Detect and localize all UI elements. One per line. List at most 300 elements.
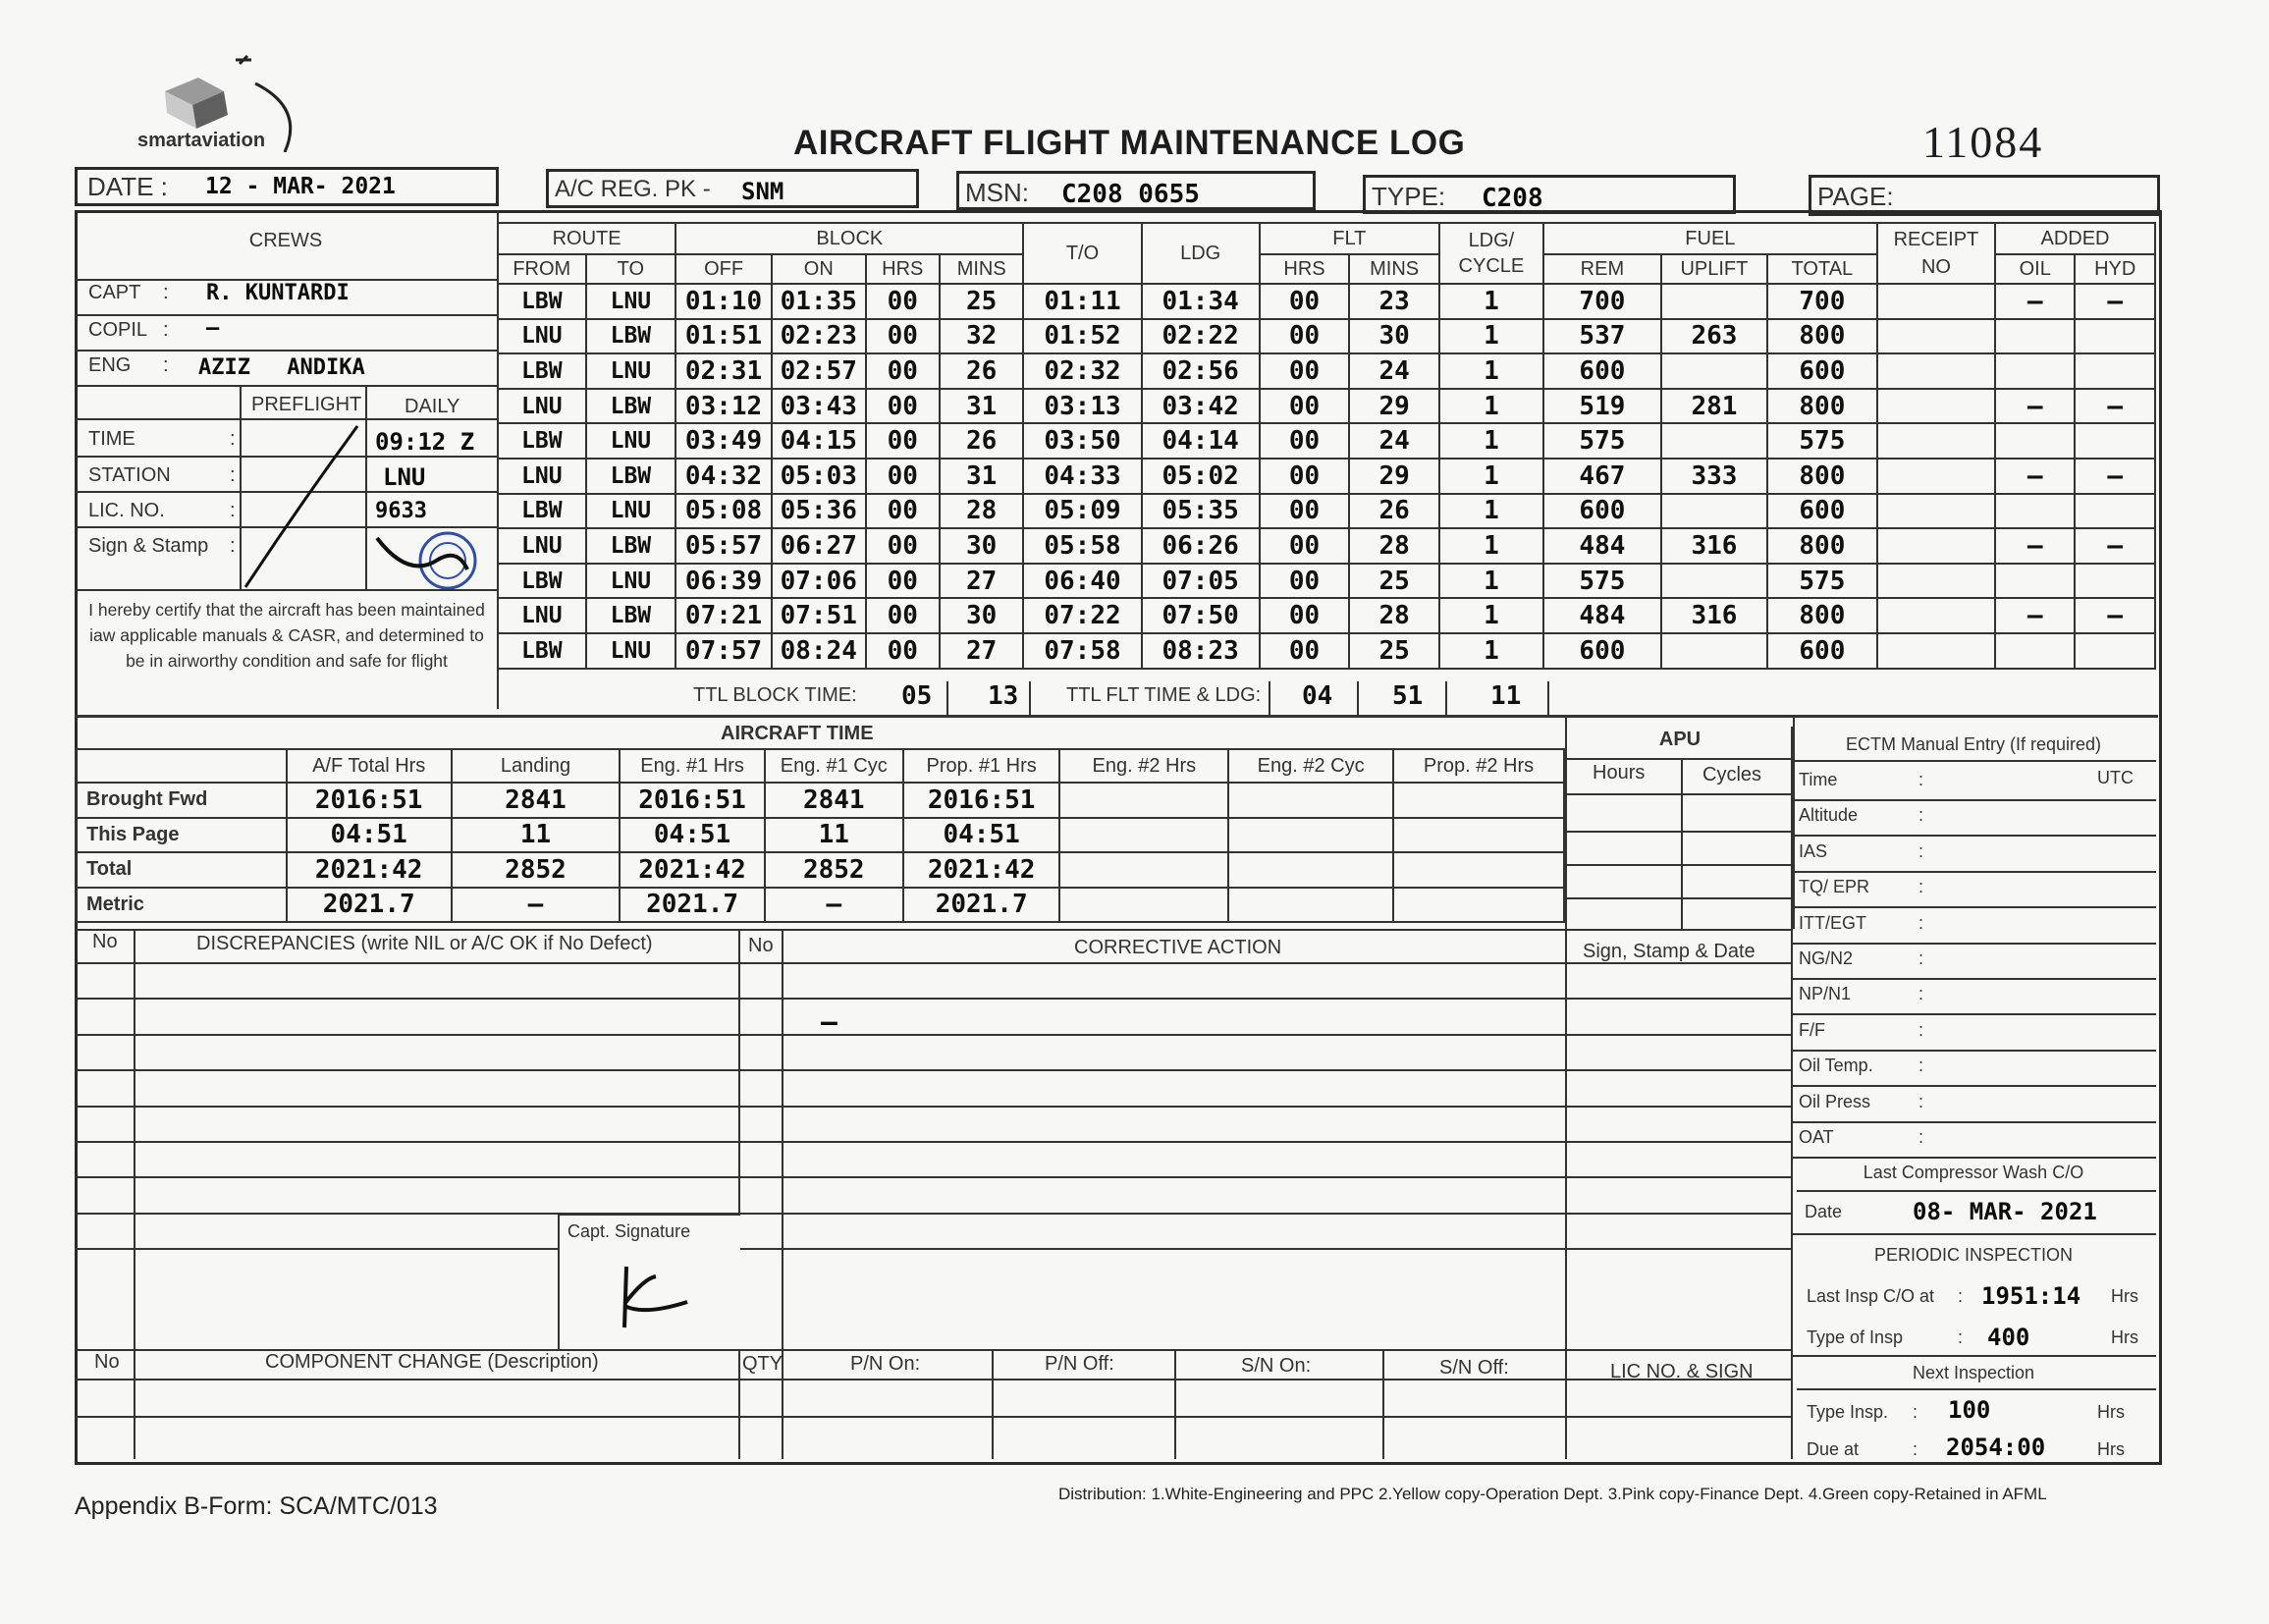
flight-row: [498, 564, 2155, 599]
flt-header: FLT: [1260, 223, 1439, 254]
flight-fhrs-cell[interactable]: 00: [1260, 353, 1350, 389]
flight-fmins-cell[interactable]: 30: [1349, 319, 1439, 354]
ectm-field-rule: [1791, 943, 2156, 945]
ectm-field-colon: :: [1918, 912, 1924, 933]
flight-uplift-cell[interactable]: [1661, 353, 1767, 389]
ectm-field-colon: :: [1918, 1056, 1924, 1076]
date-box[interactable]: [75, 167, 499, 206]
inspector-stamp-icon: [369, 530, 491, 591]
flight-takeoff-cell[interactable]: 05:09: [1023, 494, 1141, 529]
aircraft-time-cell[interactable]: [1228, 783, 1393, 818]
flight-on-cell[interactable]: 02:57: [772, 353, 866, 389]
flight-cycle-cell[interactable]: 1: [1439, 353, 1543, 389]
flight-off-cell[interactable]: 05:08: [675, 494, 772, 529]
last-insp-value[interactable]: 1951:14: [1981, 1282, 2081, 1310]
station-label: STATION: [88, 464, 171, 486]
flight-fhrs-cell[interactable]: 00: [1260, 459, 1350, 494]
flight-row: [498, 284, 2155, 319]
disc-rule: [75, 962, 1791, 964]
disc-rule: [75, 1213, 1791, 1215]
flight-mins-cell[interactable]: 31: [940, 459, 1024, 494]
flight-to-cell[interactable]: LBW: [586, 319, 676, 354]
flight-oil-cell[interactable]: –: [1995, 284, 2075, 319]
flight-from-cell[interactable]: LNU: [498, 389, 586, 424]
capt-signature-label: Capt. Signature: [567, 1221, 691, 1241]
aircraft-time-row-label: Metric: [76, 888, 287, 923]
flight-off-cell[interactable]: 01:51: [675, 319, 772, 354]
copil-value[interactable]: —: [206, 316, 220, 341]
form-title: AIRCRAFT FLIGHT MAINTENANCE LOG: [793, 124, 1466, 162]
flight-mins-cell[interactable]: 32: [940, 319, 1024, 354]
flight-fmins-cell[interactable]: 25: [1349, 564, 1439, 599]
next-insp-title: Next Inspection: [1912, 1363, 2035, 1382]
flight-receipt-cell[interactable]: [1877, 353, 1995, 389]
flight-to-cell[interactable]: LNU: [586, 494, 676, 529]
flight-fmins-cell[interactable]: 24: [1349, 423, 1439, 459]
ttl-flt-hrs[interactable]: 04: [1302, 681, 1333, 711]
flight-total-cell[interactable]: 600: [1767, 633, 1877, 669]
flight-from-cell[interactable]: LBW: [498, 633, 586, 669]
flight-hrs-cell[interactable]: 00: [866, 564, 940, 599]
corrective-dash[interactable]: —: [821, 1005, 837, 1038]
flight-hyd-cell[interactable]: [2075, 494, 2155, 529]
flight-cycle-cell[interactable]: 1: [1439, 598, 1543, 633]
flight-oil-cell[interactable]: [1995, 564, 2075, 599]
flight-on-cell[interactable]: 03:43: [772, 389, 866, 424]
flight-rem-cell[interactable]: 484: [1543, 528, 1661, 564]
flight-receipt-cell[interactable]: [1877, 423, 1995, 459]
flight-from-cell[interactable]: LBW: [498, 564, 586, 599]
flight-to-cell[interactable]: LBW: [586, 389, 676, 424]
aircraft-time-cell[interactable]: 04:51: [287, 818, 452, 853]
flight-to-cell[interactable]: LBW: [586, 528, 676, 564]
flight-fmins-cell[interactable]: 25: [1349, 633, 1439, 669]
flight-ldg-cell[interactable]: 03:42: [1142, 389, 1260, 424]
aircraft-time-cell[interactable]: 2021:42: [903, 852, 1060, 888]
flight-oil-cell[interactable]: [1995, 319, 2075, 354]
aircraft-time-cell[interactable]: 2852: [452, 852, 621, 888]
date-label: DATE :: [87, 172, 168, 201]
aircraft-time-cell[interactable]: 11: [765, 818, 903, 853]
time-label: TIME: [88, 428, 135, 450]
disc-rule: [75, 1141, 1791, 1143]
flight-from-cell[interactable]: LNU: [498, 528, 586, 564]
flight-fmins-cell[interactable]: 23: [1349, 284, 1439, 319]
flight-hrs-cell[interactable]: 00: [866, 494, 940, 529]
flight-off-cell[interactable]: 07:21: [675, 598, 772, 633]
flight-hyd-cell[interactable]: [2075, 423, 2155, 459]
type-insp-value[interactable]: 400: [1987, 1324, 2030, 1351]
flight-takeoff-cell[interactable]: 03:50: [1023, 423, 1141, 459]
ac-col-prop1-hrs: Prop. #1 Hrs: [903, 749, 1060, 783]
flight-mins-cell[interactable]: 25: [940, 284, 1024, 319]
route-header: ROUTE: [498, 223, 675, 254]
flight-fhrs-cell[interactable]: 00: [1260, 633, 1350, 669]
disc-no-label: No: [92, 931, 118, 952]
flight-cycle-cell[interactable]: 1: [1439, 423, 1543, 459]
flight-hyd-cell[interactable]: [2075, 633, 2155, 669]
aircraft-time-cell[interactable]: 2016:51: [287, 783, 452, 818]
daily-lic-value[interactable]: 9633: [375, 499, 427, 523]
flight-hrs-cell[interactable]: 00: [866, 598, 940, 633]
flight-mins-cell[interactable]: 27: [940, 633, 1024, 669]
flight-mins-cell[interactable]: 27: [940, 564, 1024, 599]
flight-ldg-cell[interactable]: 04:14: [1142, 423, 1260, 459]
flight-takeoff-cell[interactable]: 01:11: [1023, 284, 1141, 319]
flight-hrs-cell[interactable]: 00: [866, 319, 940, 354]
ectm-field-rule: [1791, 1013, 2156, 1015]
flight-oil-cell[interactable]: –: [1995, 528, 2075, 564]
daily-time-value[interactable]: 09:12 Z: [375, 428, 475, 456]
flight-on-cell[interactable]: 05:03: [772, 459, 866, 494]
disc-rule: [75, 1034, 1791, 1036]
flight-uplift-cell[interactable]: [1661, 633, 1767, 669]
ac-col-eng2-hrs: Eng. #2 Hrs: [1059, 749, 1228, 783]
aircraft-time-cell[interactable]: 04:51: [903, 818, 1060, 853]
flight-fhrs-cell[interactable]: 00: [1260, 598, 1350, 633]
flight-uplift-cell[interactable]: [1661, 284, 1767, 319]
flight-total-cell[interactable]: 575: [1767, 423, 1877, 459]
flight-hrs-cell[interactable]: 00: [866, 459, 940, 494]
flight-mins-cell[interactable]: 31: [940, 389, 1024, 424]
flight-total-cell[interactable]: 800: [1767, 598, 1877, 633]
aircraft-time-cell[interactable]: —: [452, 888, 621, 923]
flight-hyd-cell[interactable]: –: [2075, 459, 2155, 494]
flight-hyd-cell[interactable]: [2075, 564, 2155, 599]
flight-uplift-cell[interactable]: 316: [1661, 528, 1767, 564]
capt-value[interactable]: R. KUNTARDI: [206, 281, 350, 305]
flight-fhrs-cell[interactable]: 00: [1260, 319, 1350, 354]
flight-uplift-cell[interactable]: [1661, 423, 1767, 459]
flight-from-cell[interactable]: LBW: [498, 284, 586, 319]
flight-total-cell[interactable]: 800: [1767, 319, 1877, 354]
aircraft-time-cell[interactable]: 2852: [765, 852, 903, 888]
flight-rem-cell[interactable]: 600: [1543, 633, 1661, 669]
aircraft-time-cell[interactable]: —: [765, 888, 903, 923]
flight-takeoff-cell[interactable]: 07:58: [1023, 633, 1141, 669]
uplift-header: UPLIFT: [1661, 254, 1767, 284]
flight-from-cell[interactable]: LNU: [498, 598, 586, 633]
flight-cycle-cell[interactable]: 1: [1439, 528, 1543, 564]
due-at-value[interactable]: 2054:00: [1946, 1434, 2046, 1461]
flight-from-cell[interactable]: LBW: [498, 353, 586, 389]
ectm-field-rule: [1791, 1085, 2156, 1087]
flight-fmins-cell[interactable]: 28: [1349, 528, 1439, 564]
flight-oil-cell[interactable]: [1995, 633, 2075, 669]
aircraft-time-row-label: Brought Fwd: [76, 783, 287, 818]
logo-text: smartaviation: [137, 130, 266, 151]
ttl-flt-mins[interactable]: 51: [1392, 681, 1424, 711]
flight-rem-cell[interactable]: 575: [1543, 564, 1661, 599]
aircraft-time-cell[interactable]: 2016:51: [620, 783, 764, 818]
ectm-field-colon: :: [1918, 840, 1924, 861]
flight-hyd-cell[interactable]: –: [2075, 284, 2155, 319]
ectm-field-label: F/F: [1799, 1019, 1825, 1040]
flight-fmins-cell[interactable]: 28: [1349, 598, 1439, 633]
flight-hyd-cell[interactable]: [2075, 353, 2155, 389]
aircraft-time-cell[interactable]: [1059, 852, 1228, 888]
flight-off-cell[interactable]: 03:12: [675, 389, 772, 424]
flight-on-cell[interactable]: 06:27: [772, 528, 866, 564]
flight-uplift-cell[interactable]: [1661, 564, 1767, 599]
flight-fhrs-cell[interactable]: 00: [1260, 494, 1350, 529]
flight-takeoff-cell[interactable]: 01:52: [1023, 319, 1141, 354]
flight-on-cell[interactable]: 07:06: [772, 564, 866, 599]
flight-on-cell[interactable]: 05:36: [772, 494, 866, 529]
flight-cycle-cell[interactable]: 1: [1439, 459, 1543, 494]
ectm-field-rule: [1791, 978, 2156, 980]
ectm-field-label: Altitude: [1799, 805, 1859, 826]
appendix-label: Appendix B-Form: SCA/MTC/013: [75, 1492, 438, 1520]
flight-to-cell[interactable]: LNU: [586, 423, 676, 459]
date-value: 12 - MAR- 2021: [205, 174, 396, 199]
flight-to-cell[interactable]: LNU: [586, 284, 676, 319]
ectm-field-colon: :: [1918, 948, 1924, 968]
flight-uplift-cell[interactable]: 333: [1661, 459, 1767, 494]
flight-hrs-cell[interactable]: 00: [866, 423, 940, 459]
flight-ldg-cell[interactable]: 02:56: [1142, 353, 1260, 389]
aircraft-time-cell[interactable]: 2021.7: [903, 888, 1060, 923]
flight-takeoff-cell[interactable]: 02:32: [1023, 353, 1141, 389]
flight-off-cell[interactable]: 04:32: [675, 459, 772, 494]
flight-mins-cell[interactable]: 26: [940, 353, 1024, 389]
ttl-block-hrs[interactable]: 05: [901, 681, 933, 711]
flight-fhrs-cell[interactable]: 00: [1260, 284, 1350, 319]
flight-on-cell[interactable]: 08:24: [772, 633, 866, 669]
flight-off-cell[interactable]: 06:39: [675, 564, 772, 599]
flight-fhrs-cell[interactable]: 00: [1260, 423, 1350, 459]
flight-off-cell[interactable]: 01:10: [675, 284, 772, 319]
daily-station-value[interactable]: LNU: [383, 463, 426, 491]
reg-box[interactable]: [546, 169, 919, 208]
eng-value[interactable]: AZIZ ANDIKA: [198, 355, 365, 380]
flight-ldg-cell[interactable]: 08:23: [1142, 633, 1260, 669]
flight-rem-cell[interactable]: 700: [1543, 284, 1661, 319]
flight-ldg-cell[interactable]: 05:35: [1142, 494, 1260, 529]
flight-hrs-cell[interactable]: 00: [866, 284, 940, 319]
flight-hrs-cell[interactable]: 00: [866, 633, 940, 669]
flight-total-cell[interactable]: 700: [1767, 284, 1877, 319]
flight-hyd-cell[interactable]: [2075, 319, 2155, 354]
flight-uplift-cell[interactable]: [1661, 494, 1767, 529]
page-label: PAGE:: [1817, 182, 1894, 211]
flight-cycle-cell[interactable]: 1: [1439, 284, 1543, 319]
flight-takeoff-cell[interactable]: 07:22: [1023, 598, 1141, 633]
flight-receipt-cell[interactable]: [1877, 284, 1995, 319]
flight-ldg-cell[interactable]: 02:22: [1142, 319, 1260, 354]
flight-hyd-cell[interactable]: –: [2075, 389, 2155, 424]
capt-label: CAPT: [88, 282, 141, 303]
flt-mins-header: MINS: [1349, 254, 1439, 284]
flight-rem-cell[interactable]: 600: [1543, 494, 1661, 529]
flight-rem-cell[interactable]: 519: [1543, 389, 1661, 424]
flight-receipt-cell[interactable]: [1877, 564, 1995, 599]
flight-oil-cell[interactable]: [1995, 353, 2075, 389]
flight-cycle-cell[interactable]: 1: [1439, 564, 1543, 599]
flight-rem-cell[interactable]: 467: [1543, 459, 1661, 494]
lic-sign-label: LIC NO. & SIGN: [1610, 1361, 1754, 1382]
compressor-date-label: Date: [1805, 1202, 1843, 1221]
flight-on-cell[interactable]: 04:15: [772, 423, 866, 459]
pn-on-label: P/N On:: [850, 1353, 921, 1375]
sign-stamp-date-label: Sign, Stamp & Date: [1583, 941, 1756, 962]
flight-fmins-cell[interactable]: 24: [1349, 353, 1439, 389]
type-label: TYPE:: [1372, 182, 1446, 211]
off-header: OFF: [675, 254, 772, 284]
aircraft-time-cell[interactable]: [1393, 888, 1564, 923]
ac-col-eng2-cyc: Eng. #2 Cyc: [1228, 749, 1393, 783]
flight-cycle-cell[interactable]: 1: [1439, 494, 1543, 529]
flight-fhrs-cell[interactable]: 00: [1260, 564, 1350, 599]
flight-hrs-cell[interactable]: 00: [866, 353, 940, 389]
flight-cycle-cell[interactable]: 1: [1439, 389, 1543, 424]
flight-off-cell[interactable]: 02:31: [675, 353, 772, 389]
flight-mins-cell[interactable]: 30: [940, 528, 1024, 564]
aircraft-time-cell[interactable]: 2841: [452, 783, 621, 818]
aircraft-time-cell[interactable]: [1059, 818, 1228, 853]
flight-oil-cell[interactable]: –: [1995, 389, 2075, 424]
flight-on-cell[interactable]: 01:35: [772, 284, 866, 319]
flight-ldg-cell[interactable]: 07:05: [1142, 564, 1260, 599]
flight-receipt-cell[interactable]: [1877, 598, 1995, 633]
flight-fhrs-cell[interactable]: 00: [1260, 528, 1350, 564]
flight-receipt-cell[interactable]: [1877, 633, 1995, 669]
aircraft-time-cell[interactable]: 11: [452, 818, 621, 853]
flight-ldg-cell[interactable]: 05:02: [1142, 459, 1260, 494]
flight-fmins-cell[interactable]: 26: [1349, 494, 1439, 529]
aircraft-time-cell[interactable]: 2021:42: [620, 852, 764, 888]
flt-hrs-header: HRS: [1260, 254, 1350, 284]
flight-mins-cell[interactable]: 26: [940, 423, 1024, 459]
aircraft-time-cell[interactable]: 2021:42: [287, 852, 452, 888]
flight-off-cell[interactable]: 05:57: [675, 528, 772, 564]
aircraft-time-cell[interactable]: 2016:51: [903, 783, 1060, 818]
distribution-text: Distribution: 1.White-Engineering and PPC 2.Yellow copy-Operation Dept. 3.Pink copy-Finance Dept. 4.Green copy-Retained in AFML: [1058, 1485, 2047, 1503]
msn-box[interactable]: [956, 171, 1316, 210]
flight-off-cell[interactable]: 07:57: [675, 633, 772, 669]
aircraft-time-cell[interactable]: [1059, 888, 1228, 923]
type-box[interactable]: [1363, 175, 1736, 214]
flight-uplift-cell[interactable]: 263: [1661, 319, 1767, 354]
flight-cycle-cell[interactable]: 1: [1439, 319, 1543, 354]
ectm-field-rule: [1791, 1050, 2156, 1052]
flight-on-cell[interactable]: 07:51: [772, 598, 866, 633]
flight-receipt-cell[interactable]: [1877, 528, 1995, 564]
flight-from-cell[interactable]: LBW: [498, 423, 586, 459]
ttl-ldg[interactable]: 11: [1490, 681, 1522, 711]
ac-col-prop2-hrs: Prop. #2 Hrs: [1393, 749, 1564, 783]
flight-off-cell[interactable]: 03:49: [675, 423, 772, 459]
flight-to-cell[interactable]: LNU: [586, 633, 676, 669]
reg-value: SNM: [741, 178, 784, 205]
flight-ldg-cell[interactable]: 07:50: [1142, 598, 1260, 633]
flight-hyd-cell[interactable]: –: [2075, 598, 2155, 633]
aircraft-time-cell[interactable]: [1059, 783, 1228, 818]
aircraft-time-cell[interactable]: [1393, 818, 1564, 853]
flight-to-cell[interactable]: LNU: [586, 353, 676, 389]
flight-ldg-cell[interactable]: 06:26: [1142, 528, 1260, 564]
compressor-date-value[interactable]: 08- MAR- 2021: [1913, 1198, 2097, 1225]
flight-mins-cell[interactable]: 28: [940, 494, 1024, 529]
flight-total-cell[interactable]: 800: [1767, 459, 1877, 494]
flight-to-cell[interactable]: LBW: [586, 459, 676, 494]
flight-hyd-cell[interactable]: –: [2075, 528, 2155, 564]
aircraft-time-cell[interactable]: [1393, 852, 1564, 888]
flight-receipt-cell[interactable]: [1877, 389, 1995, 424]
comp-title: COMPONENT CHANGE (Description): [265, 1351, 599, 1373]
disc-rule: [75, 1106, 1791, 1108]
flight-uplift-cell[interactable]: 281: [1661, 389, 1767, 424]
due-at-hrs: Hrs: [2097, 1439, 2125, 1459]
flight-total-cell[interactable]: 600: [1767, 353, 1877, 389]
flight-hrs-cell[interactable]: 00: [866, 389, 940, 424]
flight-hrs-cell[interactable]: 00: [866, 528, 940, 564]
flight-fmins-cell[interactable]: 29: [1349, 389, 1439, 424]
aircraft-time-cell[interactable]: 04:51: [620, 818, 764, 853]
flight-receipt-cell[interactable]: [1877, 459, 1995, 494]
pn-off-label: P/N Off:: [1045, 1353, 1114, 1375]
flight-mins-cell[interactable]: 30: [940, 598, 1024, 633]
aircraft-time-cell[interactable]: 2841: [765, 783, 903, 818]
flight-takeoff-cell[interactable]: 06:40: [1023, 564, 1141, 599]
aircraft-time-cell[interactable]: [1228, 888, 1393, 923]
flight-row: [498, 598, 2155, 633]
flight-fmins-cell[interactable]: 29: [1349, 459, 1439, 494]
aircraft-time-cell[interactable]: 2021.7: [620, 888, 764, 923]
ectm-field-colon: :: [1918, 1091, 1924, 1111]
flight-from-cell[interactable]: LNU: [498, 319, 586, 354]
flight-rem-cell[interactable]: 537: [1543, 319, 1661, 354]
flight-oil-cell[interactable]: [1995, 494, 2075, 529]
flight-oil-cell[interactable]: –: [1995, 598, 2075, 633]
flight-total-cell[interactable]: 800: [1767, 389, 1877, 424]
flight-on-cell[interactable]: 02:23: [772, 319, 866, 354]
ectm-panel: ECTM Manual Entry (If required) Time : Altitude : IAS : TQ/ EPR : ITT/EGT : NG/N2 : NP/N1 : F/F : Oil Temp. : Oil Press : OAT : UTC Last Compressor Wash C/O Date 08- MAR- 2021 PERIODIC INSPECTION Last Insp C/O at : 1951:14 Hrs Type of Insp : 400 Hrs Next Inspection Type Insp. : 100 Hrs Due at : 2054:00 Hrs: [1791, 727, 2156, 1459]
aircraft-time-cell[interactable]: [1393, 783, 1564, 818]
flight-receipt-cell[interactable]: [1877, 494, 1995, 529]
aircraft-time-cell[interactable]: [1228, 818, 1393, 853]
aircraft-time-cell[interactable]: [1228, 852, 1393, 888]
type-insp-hrs: Hrs: [2111, 1327, 2138, 1347]
flight-takeoff-cell[interactable]: 04:33: [1023, 459, 1141, 494]
flight-rem-cell[interactable]: 484: [1543, 598, 1661, 633]
flight-ldg-cell[interactable]: 01:34: [1142, 284, 1260, 319]
flight-total-cell[interactable]: 600: [1767, 494, 1877, 529]
flight-receipt-cell[interactable]: [1877, 319, 1995, 354]
flight-fhrs-cell[interactable]: 00: [1260, 389, 1350, 424]
flight-rem-cell[interactable]: 575: [1543, 423, 1661, 459]
flight-oil-cell[interactable]: [1995, 423, 2075, 459]
ac-col-af-total: A/F Total Hrs: [287, 749, 452, 783]
flight-takeoff-cell[interactable]: 05:58: [1023, 528, 1141, 564]
flight-from-cell[interactable]: LBW: [498, 494, 586, 529]
aircraft-time-cell[interactable]: 2021.7: [287, 888, 452, 923]
flight-rem-cell[interactable]: 600: [1543, 353, 1661, 389]
flight-to-cell[interactable]: LNU: [586, 564, 676, 599]
flight-to-cell[interactable]: LBW: [586, 598, 676, 633]
ttl-block-mins[interactable]: 13: [988, 681, 1019, 711]
next-type-value[interactable]: 100: [1948, 1396, 1991, 1424]
flight-oil-cell[interactable]: –: [1995, 459, 2075, 494]
flight-total-cell[interactable]: 575: [1767, 564, 1877, 599]
flight-total-cell[interactable]: 800: [1767, 528, 1877, 564]
flight-takeoff-cell[interactable]: 03:13: [1023, 389, 1141, 424]
ectm-field-rule: [1791, 906, 2156, 908]
flight-from-cell[interactable]: LNU: [498, 459, 586, 494]
flight-uplift-cell[interactable]: 316: [1661, 598, 1767, 633]
flight-cycle-cell[interactable]: 1: [1439, 633, 1543, 669]
flight-row: [498, 423, 2155, 459]
